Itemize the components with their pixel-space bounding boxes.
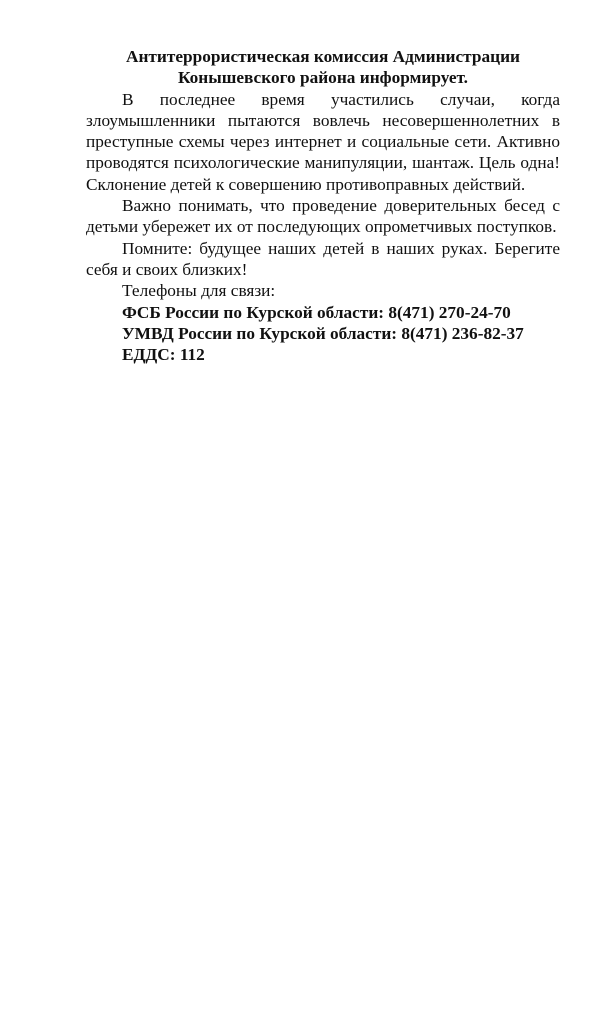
title-line-1: Антитеррористическая комиссия Администрации <box>126 47 520 66</box>
paragraph-advice: Важно понимать, что проведение доверительных бесед с детьми убережет их от последующих опрометчивых поступков. <box>86 196 560 237</box>
document-page <box>86 46 560 365</box>
contact-fsb-phone: ФСБ России по Курской области: 8(471) 270-24-70 <box>122 302 511 322</box>
contact-umvd-phone: УМВД России по Курской области: 8(471) 236-82-37 <box>122 323 524 343</box>
contacts-label: Телефоны для связи: <box>122 281 276 301</box>
document-title <box>86 46 560 89</box>
paragraph-reminder: Помните: будущее наших детей в наших руках. Берегите себя и своих близких! <box>86 238 560 279</box>
title-line-2: Конышевского района информирует. <box>177 68 468 88</box>
paragraph-warning: В последнее время участились случаи, когда злоумышленники пытаются вовлечь несовершеннолетних в преступные схемы через интернет и социальные сети. Активно проводятся психологические манипуляции, шантаж. Цель одна! Склонение детей к совершению противоправных действий. <box>86 89 560 194</box>
contact-edds-phone: ЕДДС: 112 <box>122 345 205 365</box>
